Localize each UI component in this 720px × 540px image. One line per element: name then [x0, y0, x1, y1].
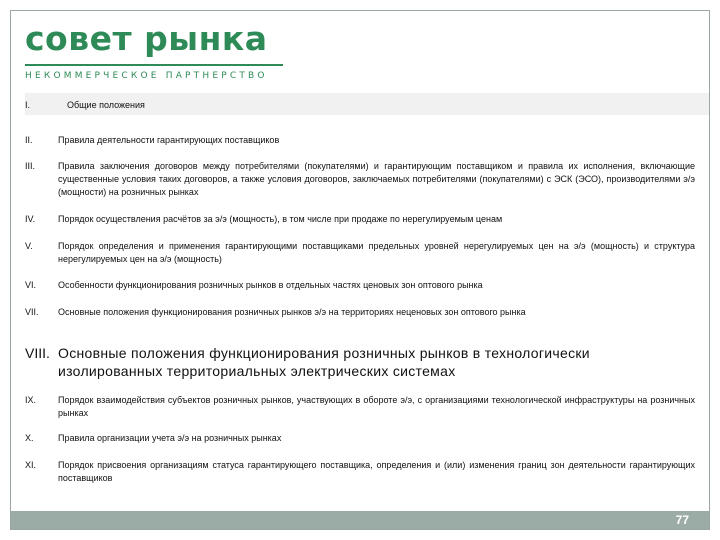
logo: [25, 19, 283, 81]
item-number: IV.: [25, 214, 36, 224]
item-number: VII.: [25, 307, 39, 317]
footer-bar: [11, 511, 709, 529]
item-number: IX.: [25, 395, 37, 405]
slide: [10, 10, 710, 530]
item-text: Особенности функционирования розничных рынков в отдельных частях ценовых зон оптового рынка: [58, 280, 483, 290]
item-text: Правила заключения договоров между потребителями (покупателями) и гарантирующим поставщиком и правила их исполнения, включающие существенные условия таких договоров, а также условия договоров, заключаемых потребителями (покупателями) с ЭСК (ЭСО), производителями э/э (мощности) на розничных рынках: [58, 161, 695, 197]
item-text: Правила деятельности гарантирующих поставщиков: [58, 135, 280, 145]
list-item-11: [25, 459, 695, 485]
item-number: X.: [25, 433, 34, 443]
item-text: Порядок присвоения организациям статуса гарантирующего поставщика, определения и (или) изменения границ зон деятельности гарантирующих поставщиков: [58, 460, 695, 483]
item-number: I.: [25, 100, 31, 110]
list-item-10: [25, 432, 695, 445]
item-text: Основные положения функционирования розничных рынков в технологически изолированных территориальных электрических системах: [58, 345, 590, 379]
list-item-8: [25, 344, 695, 380]
list-item-2: [25, 134, 695, 147]
item-text: Общие положения: [67, 100, 145, 110]
item-text: Основные положения функционирования розничных рынков э/э на территориях неценовых зон оптового рынка: [58, 307, 526, 317]
logo-wordmark: совет рынка: [25, 19, 268, 58]
item-text: Порядок осуществления расчётов за э/э (мощность), в том числе при продаже по нерегулируемым ценам: [58, 214, 503, 224]
item-number: VI.: [25, 280, 37, 290]
page-number: 77: [675, 513, 689, 527]
logo-subtitle: НЕКОММЕРЧЕСКОЕ ПАРТНЕРСТВО: [25, 71, 268, 81]
list-item-9: [25, 394, 695, 420]
item-text: Порядок определения и применения гарантирующими поставщиками предельных уровней нерегулируемых цен на э/э (мощность) и структура нерегулируемых цен на э/э (мощность): [58, 241, 695, 264]
list-item-6: [25, 279, 695, 292]
item-text: Порядок взаимодействия субъектов розничных рынков, участвующих в обороте э/э, с организациями технологической инфраструктуры на розничных рынках: [58, 395, 695, 418]
item-number: XI.: [25, 460, 37, 470]
list-item-1: [25, 99, 695, 112]
list-item-7: [25, 306, 695, 319]
item-number: V.: [25, 241, 33, 251]
logo-divider: [25, 64, 283, 66]
list-item-5: [25, 240, 695, 266]
item-number: III.: [25, 161, 36, 171]
list-item-3: [25, 160, 695, 199]
item-number: II.: [25, 135, 33, 145]
item-text: Правила организации учета э/э на розничных рынках: [58, 433, 282, 443]
list-item-4: [25, 213, 695, 226]
item-number: VIII.: [25, 345, 50, 361]
